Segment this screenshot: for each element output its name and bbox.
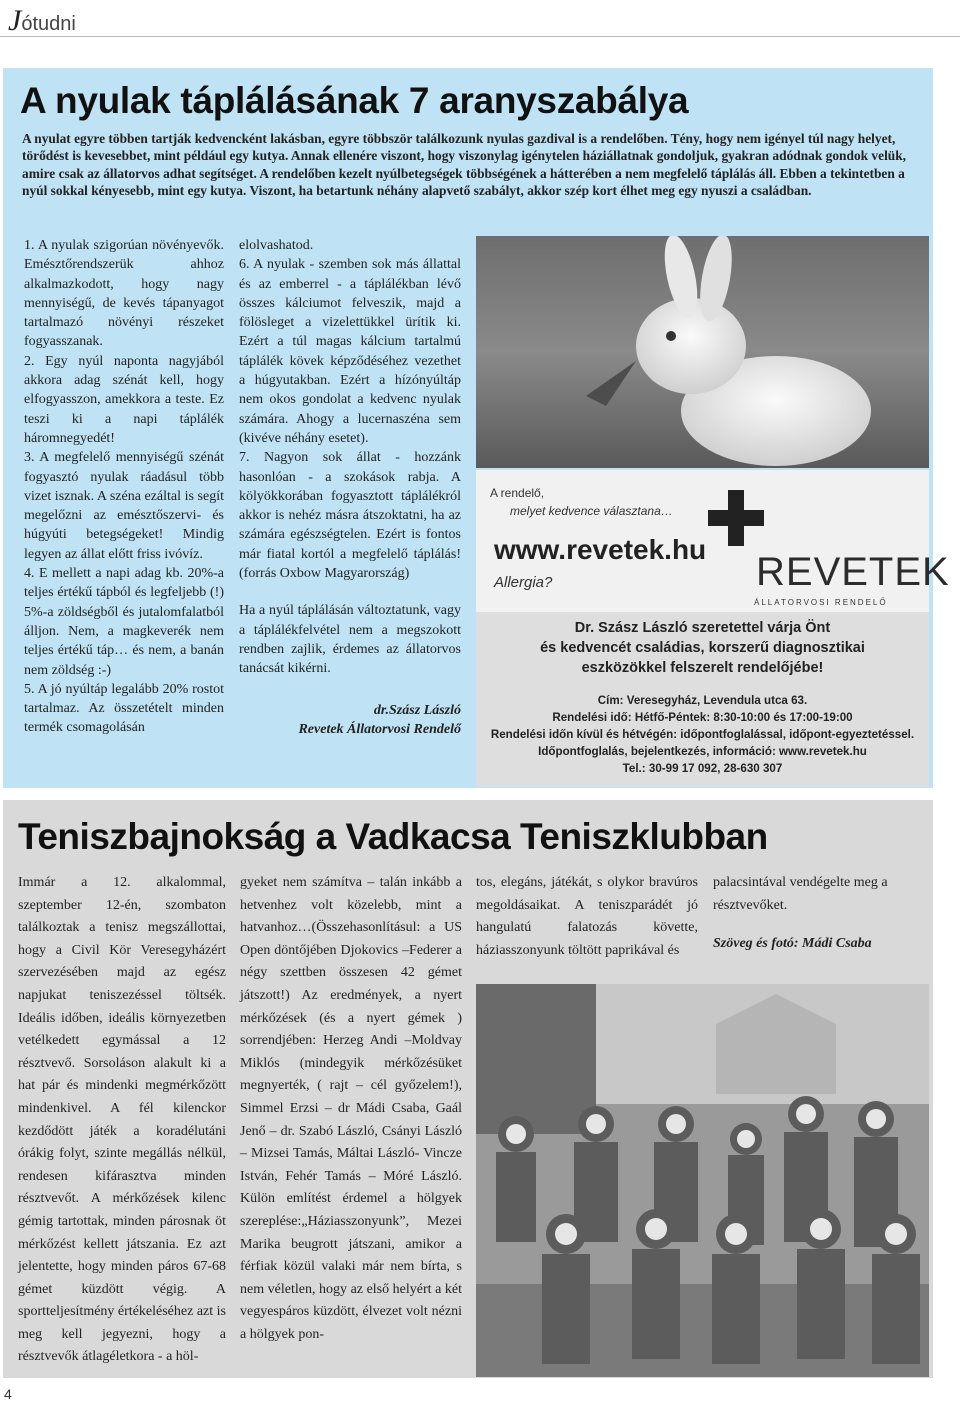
rule-2: 2. Egy nyúl naponta nagyjából akkora adag szénát kell, hogy elfogyasszon, amekkora a teste. Ez teszi ki a napi táplálék háromnegyedét! [24,353,224,446]
ad-brand-sub: ÁLLATORVOSI RENDELŐ [754,598,888,607]
ad-address: Cím: Veresegyház, Levendula utca 63. [597,694,808,707]
article2-column-2: gyeket nem számítva – talán inkább a hetvenhez volt közelebb, mint a hatvanhoz…(Összehasonlításul: a US Open döntőjében Djokovics –Federer a négy szettben összesen 42 gémet játszott!) Az eredmények, a nyert mérkőzések (és a nyert gémek ) sorrendjében: Herzeg Andi –Moldvay Miklós (mindegyik mérkőzésüket megnyerték, ( rajt – cél győzelem!), Simmel Erzsi – dr Mádi Csaba, Gaál Jenő – dr. Szabó László, Csányi László – Mizsei Tamás, Máltai László- Vincze István, Fehér Tamás – Móré László. Külön említést érdemel a hölgyek szereplése:„Háziasszonyunk”, Mezei Marika beugrott játszani, amikor a férfiak közül valaki már nem bírta, s nem véletlen, hogy az első helyért a két vegyespáros küzdött, élvezet volt nézni a hölgyek pon- [240,875,462,1342]
rule-5-cont: elolvashatod. [239,238,314,253]
ad-hours: Rendelési idő: Hétfő-Péntek: 8:30-10:00 és 17:00-19:00 [552,711,853,724]
ad-phone: Tel.: 30-99 17 092, 28-630 307 [622,762,783,775]
ad-tagline-2: melyet kedvence választana… [510,504,673,518]
signature-org: Revetek Állatorvosi Rendelő [298,721,461,737]
vet-cross-icon [706,488,766,548]
ad-doctor-line-1: Dr. Szász László szeretettel várja Önt [574,620,831,636]
ad-doctor-line-3: eszközökkel felszerelt rendelőjébe! [581,660,824,676]
article1-column-2 [239,236,461,739]
ad-tagline-1: A rendelő, [490,486,545,500]
rule-3: 3. A megfelelő mennyiségű szénát fogyasztó nyulak ráadásul több vizet isznak. A széna ezáltal is segít megelőzni az emésztőszervi- és húgyúti betegségeket! Mindig legyen az állat előtt friss ivóvíz. [24,450,224,562]
advice: Ha a nyúl táplálásán változtatunk, vagy a táplálékfelvétel nem a megszokott rendben zajlik, érdemes az állatorvos tanácsát kikérni. [239,603,461,677]
page-number: 4 [4,1386,12,1402]
article2-column-1: Immár a 12. alkalommal, szeptember 12-én, szombaton találkoztak a tenisz megszállottai, hogy a Civil Kör Veresegyházért szervezésében majd az egész napjukat teniszezéssel töltsék. Ideális időben, ideális környezetben vetélkedett egymással a 12 résztvevő. Sorsoláson alakult ki a hat pár és mindenki megmérkőzött mindenkivel. A fél kilenckor kezdődött játék a koradélutáni órákig folyt, szinte megállás nélkül, rendesen kifárasztva minden résztvevőt. A mérkőzések kilenc gémig tartottak, minden párosnak öt mérkőzést kellett játszania. Ez azt jelentette, hogy minden páros 67-68 gémet küzdött végig. A sportteljesítmény értékeléséhez azt is meg kell jegyezni, hogy a résztvevők átlagéletkora - a höl- [18,875,226,1365]
rule-6: 6. A nyulak - szemben sok más állattal és az emberrel - a táplálékban lévő összes kálciumot felveszik, majd a fölösleget a vizelettükkel ürítik ki. Ezért a túl magas kálcium tartalmú táplálék kövek képződéséhez vezethet a húgyutakban. Ezért a hízónyúltáp nem okos gondolat a kedvenc nyulak számára. Ahogy a lucernaszéna sem (kivéve néhány esetet). [239,257,461,446]
tennis-group-photo [476,984,929,1377]
article2-column-3: tos, elegáns, játékát, s olykor bravúros megoldásaikat. A teniszparádét jó hangulatú falatozás követte, háziasszonyunk töltött paprikával és [476,875,698,958]
vet-advertisement [476,470,950,787]
article1-intro: A nyulat egyre többen tartják kedvencként lakásban, egyre többször találkozunk nyulas gazdival is a rendelőben. Tény, hogy nem igényel túl nagy helyet, törődést is kevesebbet, mint például egy kutya. Annak ellenére viszont, hogy viszonylag igénytelen háziállatnak gondoljuk, gyakran adódnak gondok velük, amire csak az állatorvos adhat segítséget. A rendelőben kezelt nyúlbetegségek többségének a hátterében a nem megfelelő táplálás áll. Ebben a tekintetben a nyúl sokkal kényesebb, mint egy kutya. Viszont, ha betartunk néhány alapvető szabályt, akkor szép kort élhet meg egy nyuszi a családban. [22,131,907,199]
article1-title: A nyulak táplálásának 7 aranyszabálya [20,80,689,121]
article2-column-4 [713,872,918,956]
ad-brand: REVETEK [756,550,950,594]
rabbit-photo [476,236,929,468]
ad-outside-hours: Rendelési időn kívül és hétvégén: időpontfoglalással, időpont-egyeztetéssel. [490,728,915,741]
header-divider [0,36,960,37]
ad-doctor-line-2: és kedvencét családias, korszerű diagnosztikai [540,640,865,656]
rule-4: 4. E mellett a napi adag kb. 20%-a teljes értékű tápból és legfeljebb (!) 5%-a zöldségből és jutalomfalatból álljon. Nem, a magkeverék nem teljes értékű táp… és nem, a banán nem zöldség :-) [24,566,224,678]
article1-column-1 [24,236,224,738]
ad-booking: Időpontfoglalás, bejelentkezés, információ: www.revetek.hu [538,745,867,758]
rule-7: 7. Nagyon sok állat - hozzánk hasonlóan - a szokások rabja. A kölyökkorában fogyasztott táplálékról akkor is nehéz másra átszoktatni, ha az számára egészségtelen. Ezért is fontos már fiatal kortól a megfelelő táplálás! (forrás Oxbow Magyarország) [239,450,461,582]
magazine-logo [8,4,76,38]
rule-1: 1. A nyulak szigorúan növényevők. Emésztőrendszerük ahhoz alkalmazkodott, hogy nagy mennyiségű, de kevés tápanyagot tartalmazó növényi részeket fogyasszanak. [24,238,224,350]
ad-contact-info [476,692,929,777]
ad-website: www.revetek.hu [494,534,707,565]
signature-name: dr.Szász László [373,702,461,718]
ad-allergy: Allergia? [494,574,553,591]
rule-5: 5. A jó nyúltáp legalább 20% rostot tartalmaz. Az összetételt minden termék csomagolásán [24,681,224,736]
ad-doctor-text [476,618,929,678]
logo-initial: J [8,4,22,37]
article2-credit: Szöveg és fotó: Mádi Csaba [713,936,872,952]
logo-rest: ótudni [21,13,76,35]
article2-col4-text: palacsintával vendégelte meg a résztvevőket. [713,875,888,913]
article2-title: Teniszbajnokság a Vadkacsa Teniszklubban [18,816,768,857]
